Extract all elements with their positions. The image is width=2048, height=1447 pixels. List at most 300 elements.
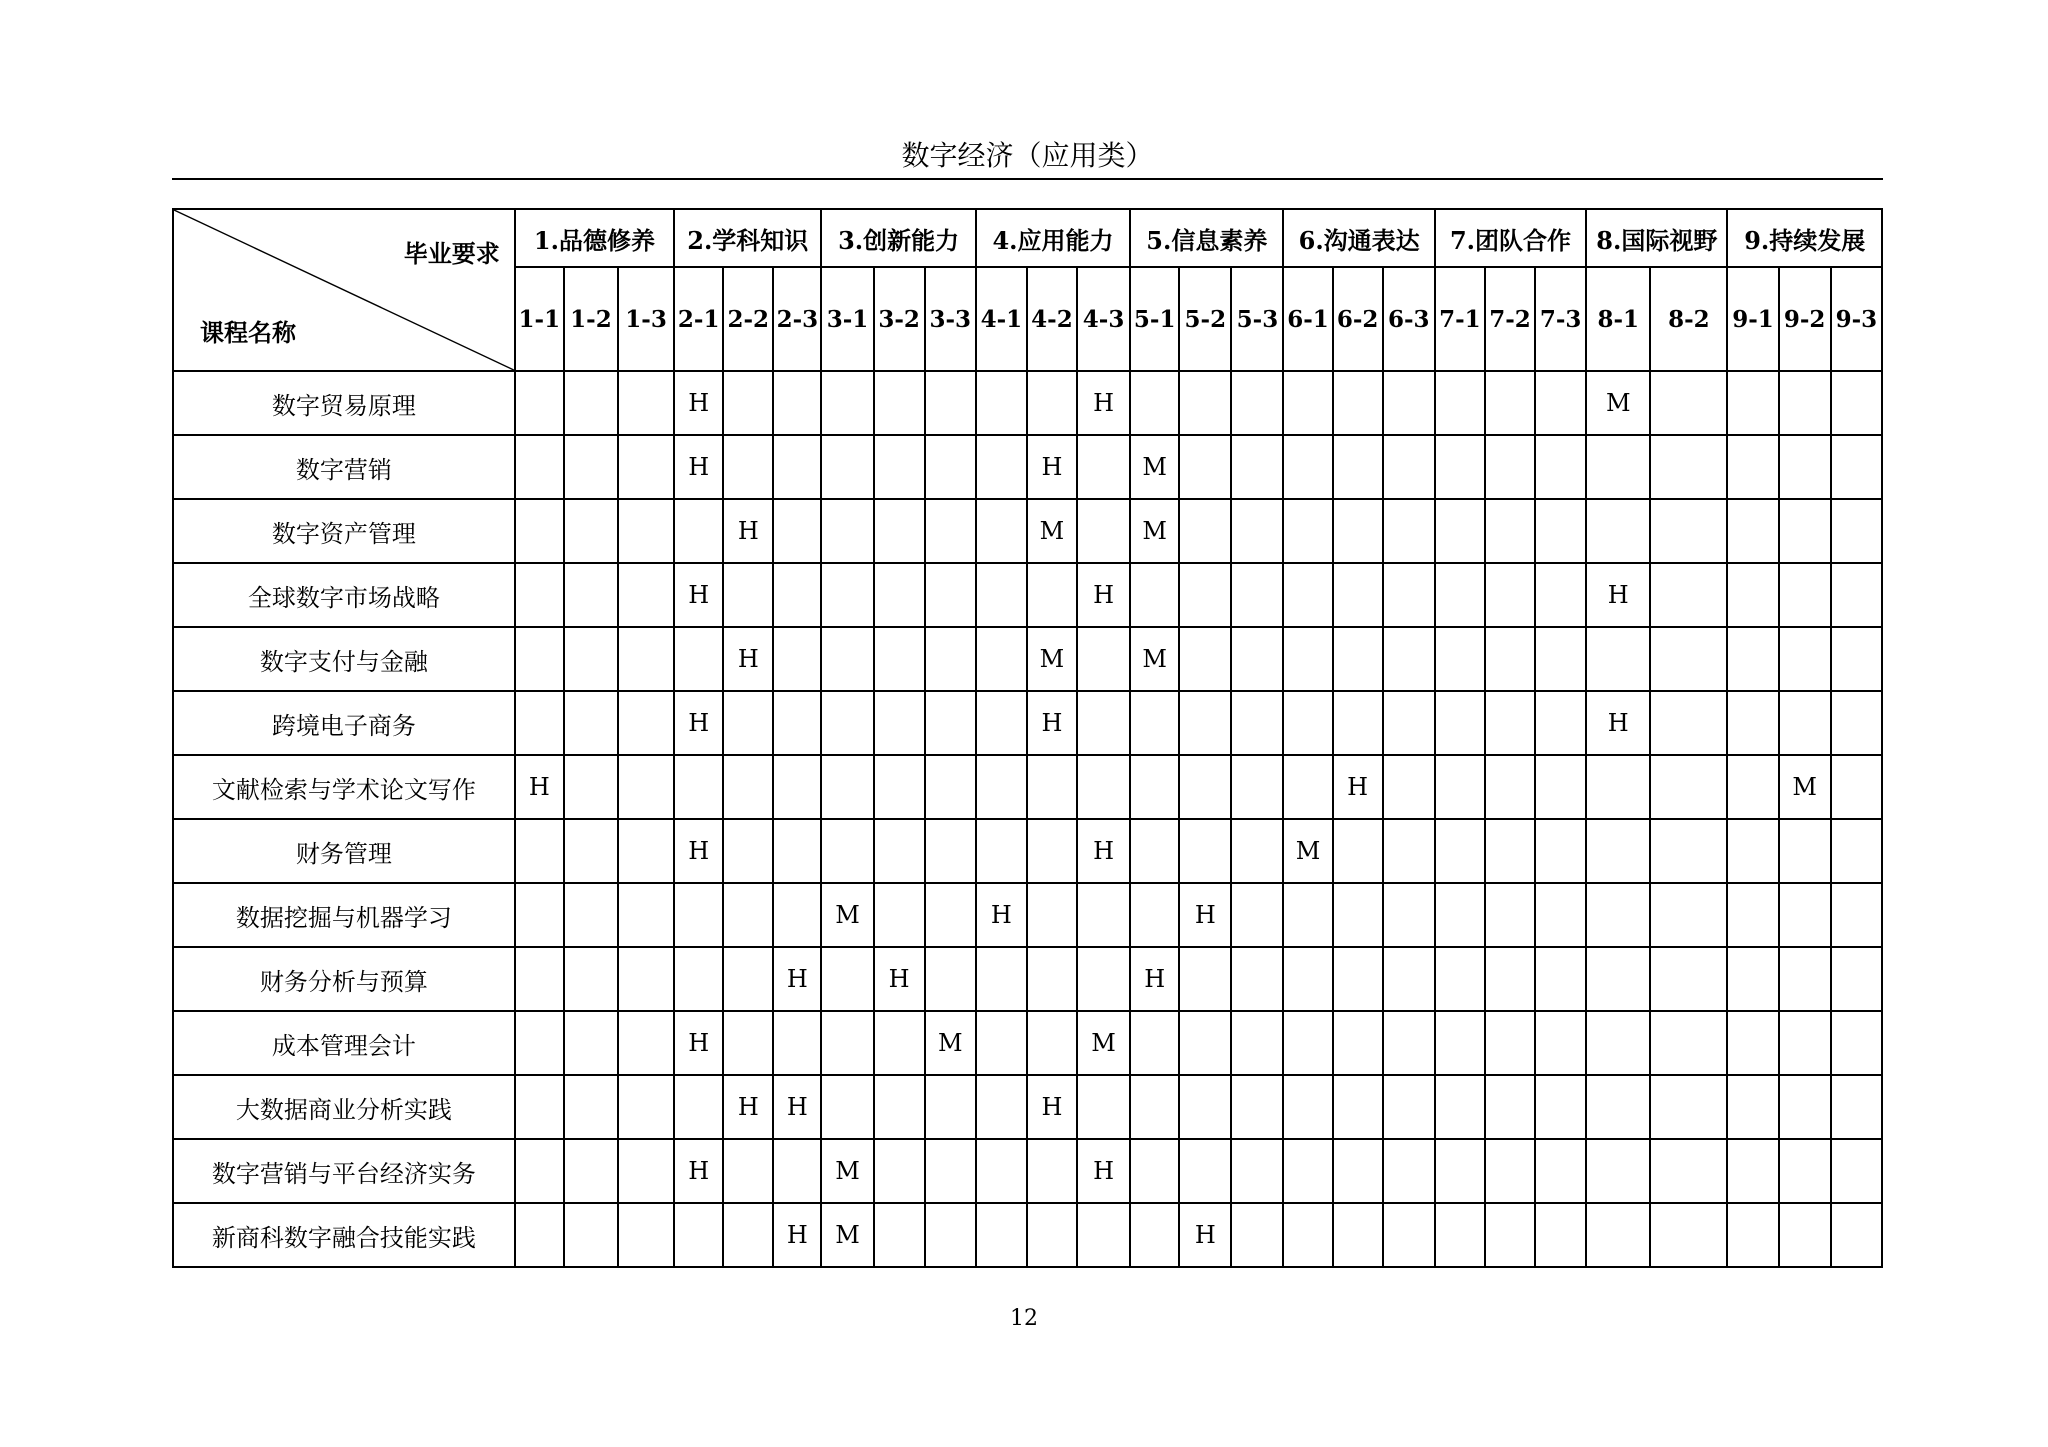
support-level-cell (925, 691, 976, 755)
support-level-cell (1535, 627, 1586, 691)
support-level-cell (773, 1139, 821, 1203)
support-level-cell (618, 1203, 674, 1267)
support-level-cell (1435, 883, 1485, 947)
support-level-cell (1535, 1011, 1586, 1075)
support-level-cell (618, 883, 674, 947)
support-level-cell: H (1077, 371, 1130, 435)
support-level-cell (1831, 755, 1882, 819)
requirement-group-header-row (173, 209, 1882, 267)
support-level-cell (1231, 947, 1283, 1011)
support-level-cell (1535, 563, 1586, 627)
support-level-cell (564, 947, 618, 1011)
table-row (173, 499, 1882, 563)
support-level-cell (1383, 371, 1435, 435)
table-row (173, 1011, 1882, 1075)
support-level-cell: M (1077, 1011, 1130, 1075)
support-level-cell (564, 819, 618, 883)
support-level-cell (674, 883, 723, 947)
support-level-cell (1779, 1203, 1831, 1267)
support-level-cell: H (515, 755, 564, 819)
support-level-cell (1586, 1011, 1650, 1075)
course-name-cell: 数字资产管理 (173, 499, 515, 563)
support-level-cell (515, 691, 564, 755)
support-level-cell (1383, 883, 1435, 947)
support-level-cell (1179, 1011, 1231, 1075)
support-level-cell (1435, 499, 1485, 563)
support-level-cell (1435, 1011, 1485, 1075)
support-level-cell: H (976, 883, 1027, 947)
support-level-cell (1027, 1011, 1077, 1075)
support-level-cell (1650, 691, 1727, 755)
support-level-cell (1435, 627, 1485, 691)
support-level-cell (1283, 627, 1332, 691)
support-level-cell (1027, 947, 1077, 1011)
support-level-cell (1485, 1011, 1535, 1075)
support-level-cell (925, 947, 976, 1011)
support-level-cell (1231, 1075, 1283, 1139)
table-row (173, 627, 1882, 691)
support-level-cell (674, 1203, 723, 1267)
sub-requirement-header: 7-1 (1435, 267, 1485, 371)
support-level-cell (1333, 435, 1383, 499)
support-level-cell (564, 371, 618, 435)
support-level-cell: H (773, 947, 821, 1011)
support-level-cell (874, 1075, 925, 1139)
sub-requirement-header: 6-2 (1333, 267, 1383, 371)
support-level-cell (1283, 755, 1332, 819)
support-level-cell: H (1586, 563, 1650, 627)
support-level-cell (1727, 755, 1778, 819)
sub-requirement-header: 8-1 (1586, 267, 1650, 371)
support-level-cell (1831, 883, 1882, 947)
support-level-cell (1779, 499, 1831, 563)
support-level-cell (1130, 1203, 1179, 1267)
support-level-cell (1179, 755, 1231, 819)
support-level-cell (1179, 691, 1231, 755)
support-level-cell (618, 627, 674, 691)
support-level-cell: H (1027, 691, 1077, 755)
support-level-cell (1831, 947, 1882, 1011)
requirement-group-header: 9.持续发展 (1727, 209, 1882, 267)
support-level-cell (1333, 1139, 1383, 1203)
support-level-cell (1130, 755, 1179, 819)
support-level-cell (1485, 755, 1535, 819)
sub-requirement-header: 4-2 (1027, 267, 1077, 371)
support-level-cell (1727, 563, 1778, 627)
support-level-cell (1535, 819, 1586, 883)
support-level-cell (1586, 1139, 1650, 1203)
support-level-cell (618, 435, 674, 499)
sub-requirement-header: 6-3 (1383, 267, 1435, 371)
sub-requirement-header: 7-2 (1485, 267, 1535, 371)
support-level-cell (1231, 371, 1283, 435)
support-level-cell (1130, 691, 1179, 755)
support-level-cell (1779, 947, 1831, 1011)
support-level-cell (1650, 1139, 1727, 1203)
table-row (173, 371, 1882, 435)
requirement-group-header: 6.沟通表达 (1283, 209, 1434, 267)
support-level-cell (564, 435, 618, 499)
support-level-cell (1779, 435, 1831, 499)
support-level-cell (976, 755, 1027, 819)
support-level-cell (1831, 499, 1882, 563)
course-name-cell: 数字支付与金融 (173, 627, 515, 691)
support-level-cell (1027, 371, 1077, 435)
support-level-cell (1535, 1203, 1586, 1267)
table-row (173, 947, 1882, 1011)
support-level-cell (723, 1011, 773, 1075)
support-level-cell (618, 371, 674, 435)
sub-requirement-header: 9-3 (1831, 267, 1882, 371)
support-level-cell: H (1077, 819, 1130, 883)
table-row (173, 435, 1882, 499)
support-level-cell: H (773, 1075, 821, 1139)
sub-requirement-header: 1-2 (564, 267, 618, 371)
support-level-cell (1535, 947, 1586, 1011)
support-level-cell (1435, 563, 1485, 627)
support-level-cell (674, 1075, 723, 1139)
document-title: 数字经济（应用类） (901, 139, 1154, 172)
support-level-cell (925, 371, 976, 435)
sub-requirement-header: 1-1 (515, 267, 564, 371)
support-level-cell (1283, 691, 1332, 755)
support-level-cell (618, 691, 674, 755)
support-level-cell (874, 819, 925, 883)
support-level-cell (1727, 371, 1778, 435)
support-level-cell: H (1333, 755, 1383, 819)
support-level-cell (1727, 1075, 1778, 1139)
support-level-cell (1179, 499, 1231, 563)
support-level-cell (1283, 883, 1332, 947)
support-level-cell: H (1077, 1139, 1130, 1203)
support-level-cell (618, 563, 674, 627)
sub-requirement-header: 7-3 (1535, 267, 1586, 371)
support-level-cell (925, 883, 976, 947)
support-level-cell (976, 819, 1027, 883)
support-level-cell (1779, 563, 1831, 627)
support-level-cell (1485, 1203, 1535, 1267)
support-level-cell (1333, 627, 1383, 691)
requirement-group-header: 2.学科知识 (674, 209, 821, 267)
support-level-cell (515, 947, 564, 1011)
support-level-cell (1231, 755, 1283, 819)
support-level-cell (1179, 627, 1231, 691)
support-level-cell (1586, 1075, 1650, 1139)
support-level-cell (1727, 1139, 1778, 1203)
sub-requirement-header: 9-2 (1779, 267, 1831, 371)
table-row (173, 691, 1882, 755)
support-level-cell (1831, 1011, 1882, 1075)
support-level-cell (1535, 1139, 1586, 1203)
support-level-cell (1179, 1139, 1231, 1203)
support-level-cell (723, 755, 773, 819)
support-level-cell (925, 627, 976, 691)
course-name-cell: 数字贸易原理 (173, 371, 515, 435)
support-level-cell (821, 435, 873, 499)
support-level-cell (1831, 1139, 1882, 1203)
sub-requirement-header: 4-3 (1077, 267, 1130, 371)
support-level-cell (1179, 563, 1231, 627)
support-level-cell (1231, 1011, 1283, 1075)
support-level-cell (515, 371, 564, 435)
support-level-cell: H (723, 499, 773, 563)
support-level-cell (1179, 947, 1231, 1011)
support-level-cell (1831, 819, 1882, 883)
support-level-cell (1535, 499, 1586, 563)
support-level-cell (1650, 755, 1727, 819)
support-level-cell (821, 1011, 873, 1075)
support-level-cell (1283, 499, 1332, 563)
support-level-cell (1283, 563, 1332, 627)
support-level-cell (1435, 1203, 1485, 1267)
support-level-cell (1586, 883, 1650, 947)
title-underline (172, 178, 1883, 180)
support-level-cell (1650, 371, 1727, 435)
support-level-cell (1485, 371, 1535, 435)
support-level-cell (1077, 755, 1130, 819)
support-level-cell: H (674, 435, 723, 499)
support-level-cell (1027, 1139, 1077, 1203)
support-level-cell (1535, 435, 1586, 499)
support-level-cell (1727, 947, 1778, 1011)
support-level-cell (1586, 1203, 1650, 1267)
support-level-cell (515, 1203, 564, 1267)
support-level-cell (1179, 435, 1231, 499)
support-level-cell (723, 435, 773, 499)
support-level-cell (874, 435, 925, 499)
support-level-cell: H (723, 627, 773, 691)
support-level-cell (564, 1011, 618, 1075)
support-level-cell (1231, 1203, 1283, 1267)
support-level-cell (1535, 371, 1586, 435)
support-level-cell (874, 499, 925, 563)
support-level-cell (564, 627, 618, 691)
support-level-cell (618, 1011, 674, 1075)
support-level-cell (874, 691, 925, 755)
support-level-cell (821, 563, 873, 627)
sub-requirement-header: 1-3 (618, 267, 674, 371)
support-level-cell (925, 1139, 976, 1203)
sub-requirement-header: 9-1 (1727, 267, 1778, 371)
support-level-cell (874, 563, 925, 627)
support-level-cell (723, 563, 773, 627)
support-level-cell (773, 883, 821, 947)
support-level-cell (1383, 1011, 1435, 1075)
support-level-cell (723, 691, 773, 755)
requirement-group-header: 8.国际视野 (1586, 209, 1727, 267)
support-level-cell (1650, 1011, 1727, 1075)
support-level-cell (976, 1139, 1027, 1203)
support-level-cell (1283, 435, 1332, 499)
support-level-cell: H (674, 1139, 723, 1203)
support-level-cell: H (1179, 883, 1231, 947)
support-level-cell (1283, 1011, 1332, 1075)
sub-requirement-header: 8-2 (1650, 267, 1727, 371)
requirement-group-header: 4.应用能力 (976, 209, 1130, 267)
support-level-cell (1831, 1075, 1882, 1139)
support-level-cell: H (674, 1011, 723, 1075)
support-level-cell (1130, 563, 1179, 627)
course-name-cell: 新商科数字融合技能实践 (173, 1203, 515, 1267)
support-level-cell (1383, 563, 1435, 627)
support-level-cell (1283, 371, 1332, 435)
support-level-cell (1077, 499, 1130, 563)
support-level-cell (1650, 435, 1727, 499)
course-name-cell: 文献检索与学术论文写作 (173, 755, 515, 819)
support-level-cell (515, 1075, 564, 1139)
sub-requirement-header: 2-2 (723, 267, 773, 371)
support-level-cell (1779, 1139, 1831, 1203)
support-level-cell (1435, 691, 1485, 755)
support-level-cell (925, 499, 976, 563)
support-level-cell (1027, 755, 1077, 819)
support-level-cell (1831, 435, 1882, 499)
support-level-cell (773, 627, 821, 691)
support-level-cell (1831, 371, 1882, 435)
support-level-cell (1535, 1075, 1586, 1139)
support-level-cell: H (723, 1075, 773, 1139)
support-level-cell (1231, 691, 1283, 755)
support-level-cell (1130, 1011, 1179, 1075)
support-level-cell (1283, 1203, 1332, 1267)
support-level-cell: M (1586, 371, 1650, 435)
support-level-cell (1650, 1075, 1727, 1139)
table-row (173, 819, 1882, 883)
support-level-cell (1283, 1075, 1332, 1139)
support-level-cell: M (821, 883, 873, 947)
support-level-cell (1485, 883, 1535, 947)
support-level-cell (1027, 563, 1077, 627)
support-level-cell: H (1077, 563, 1130, 627)
sub-requirement-header: 2-1 (674, 267, 723, 371)
support-level-cell (976, 1075, 1027, 1139)
support-level-cell (1283, 1139, 1332, 1203)
support-level-cell (1779, 819, 1831, 883)
support-level-cell (821, 947, 873, 1011)
support-level-cell (925, 1075, 976, 1139)
support-level-cell (515, 883, 564, 947)
support-level-cell (1383, 627, 1435, 691)
sub-requirement-header: 5-1 (1130, 267, 1179, 371)
support-level-cell (515, 627, 564, 691)
support-level-cell (674, 947, 723, 1011)
support-level-cell (1535, 883, 1586, 947)
support-level-cell (1077, 435, 1130, 499)
support-level-cell (1077, 883, 1130, 947)
support-level-cell: M (821, 1203, 873, 1267)
sub-requirement-header: 4-1 (976, 267, 1027, 371)
support-level-cell (773, 563, 821, 627)
support-level-cell (773, 819, 821, 883)
support-level-cell (564, 1139, 618, 1203)
support-level-cell (723, 371, 773, 435)
support-level-cell (1727, 691, 1778, 755)
course-name-cell: 数字营销与平台经济实务 (173, 1139, 515, 1203)
support-level-cell (1586, 499, 1650, 563)
support-level-cell (1779, 1011, 1831, 1075)
support-level-cell (821, 691, 873, 755)
support-level-cell (1831, 563, 1882, 627)
support-level-cell (564, 1075, 618, 1139)
support-level-cell (1435, 755, 1485, 819)
support-level-cell (925, 1203, 976, 1267)
course-name-cell: 全球数字市场战略 (173, 563, 515, 627)
support-level-cell (674, 755, 723, 819)
support-level-cell (564, 563, 618, 627)
support-level-cell (773, 435, 821, 499)
course-name-cell: 跨境电子商务 (173, 691, 515, 755)
support-level-cell (1485, 1075, 1535, 1139)
course-name-cell: 大数据商业分析实践 (173, 1075, 515, 1139)
support-level-cell (1831, 691, 1882, 755)
support-level-cell (1779, 627, 1831, 691)
support-level-cell (1383, 1075, 1435, 1139)
support-level-cell (821, 371, 873, 435)
support-level-cell: H (773, 1203, 821, 1267)
support-level-cell (1130, 883, 1179, 947)
support-level-cell (925, 563, 976, 627)
support-level-cell (976, 1203, 1027, 1267)
support-level-cell (564, 691, 618, 755)
support-level-cell (1130, 371, 1179, 435)
support-level-cell (1727, 883, 1778, 947)
support-level-cell (1027, 819, 1077, 883)
support-level-cell (1779, 371, 1831, 435)
support-level-cell: M (1779, 755, 1831, 819)
support-level-cell (1383, 947, 1435, 1011)
support-level-cell (773, 371, 821, 435)
support-level-cell (976, 563, 1027, 627)
support-level-cell (976, 499, 1027, 563)
course-name-cell: 数字营销 (173, 435, 515, 499)
support-level-cell (1383, 1139, 1435, 1203)
support-level-cell (1077, 1075, 1130, 1139)
corner-label-courses: 课程名称 (200, 319, 296, 347)
support-level-cell (1586, 627, 1650, 691)
support-level-cell (874, 1203, 925, 1267)
support-level-cell (1383, 1203, 1435, 1267)
support-level-cell (1435, 371, 1485, 435)
support-level-cell (821, 499, 873, 563)
support-level-cell (1485, 1139, 1535, 1203)
support-level-cell: M (925, 1011, 976, 1075)
support-level-cell (1231, 563, 1283, 627)
support-level-cell: M (821, 1139, 873, 1203)
support-level-cell (821, 819, 873, 883)
support-level-cell: M (1283, 819, 1332, 883)
support-level-cell (1435, 819, 1485, 883)
support-level-cell (1077, 1203, 1130, 1267)
support-level-cell (1435, 435, 1485, 499)
support-level-cell (723, 883, 773, 947)
support-level-cell (925, 819, 976, 883)
support-level-cell (1650, 947, 1727, 1011)
table-row (173, 563, 1882, 627)
support-level-cell: H (674, 563, 723, 627)
support-level-cell (1383, 499, 1435, 563)
support-level-cell (723, 947, 773, 1011)
support-level-cell: H (874, 947, 925, 1011)
support-level-cell (874, 755, 925, 819)
support-level-cell (1727, 1011, 1778, 1075)
support-level-cell (515, 819, 564, 883)
support-level-cell (1650, 499, 1727, 563)
support-level-cell (1179, 371, 1231, 435)
support-level-cell (1333, 883, 1383, 947)
support-level-cell (1485, 691, 1535, 755)
table-row (173, 883, 1882, 947)
support-level-cell (1435, 1075, 1485, 1139)
